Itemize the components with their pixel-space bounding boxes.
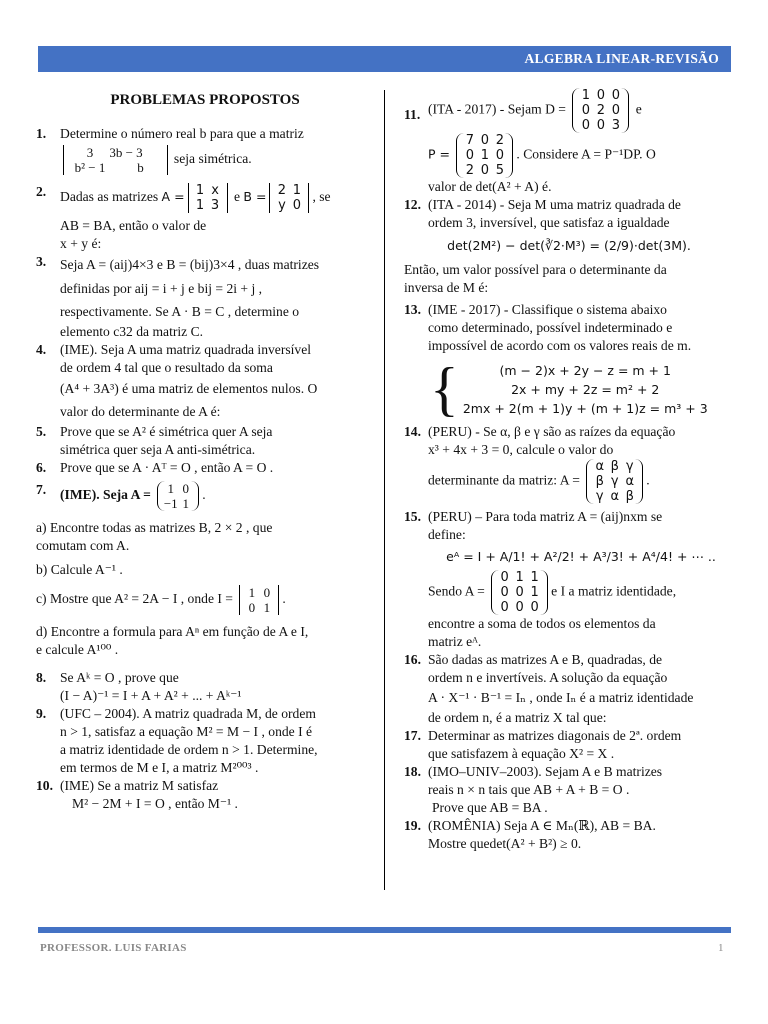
problem-text: determinante da matriz: A = bbox=[428, 472, 580, 488]
problem-text: definidas por aij = i + j e bij = 2i + j , bbox=[60, 281, 263, 296]
problem-text: simétrica quer seja A anti-simétrica. bbox=[60, 442, 256, 457]
equation: 2mx + 2(m + 1)y + (m + 1)z = m³ + 3 bbox=[462, 400, 708, 416]
equation: eᴬ = I + A/1! + A²/2! + A³/3! + A⁴/4! + ⋯ .. bbox=[446, 549, 716, 564]
problem-6 bbox=[36, 459, 374, 477]
problem-text: ordem n e invertíveis. A solução da equação bbox=[428, 670, 668, 685]
matrix-d: 1 0 0 0 2 0 0 0 3 bbox=[572, 88, 629, 133]
problem-text: e calcule A¹⁰⁰ . bbox=[36, 642, 119, 657]
equation: 2x + my + 2z = m² + 2 bbox=[511, 381, 660, 397]
problem-number: 1. bbox=[36, 126, 47, 141]
problem-2: 2. Dadas as matrizes A = 1 x 1 3 e B = 2 1 y 0, se AB = BA, então o valor de x + y é: bbox=[36, 183, 374, 253]
problem-number: 13. bbox=[404, 302, 421, 317]
section-title: PROBLEMAS PROPOSTOS bbox=[110, 92, 300, 108]
problem-number: 8. bbox=[36, 670, 47, 685]
problem-16 bbox=[404, 651, 734, 727]
problem-text: x + y é: bbox=[60, 236, 102, 251]
right-column bbox=[404, 88, 734, 853]
problem-number: 2. bbox=[36, 184, 47, 199]
problem-number: 19. bbox=[404, 818, 421, 833]
problem-text: Sendo A = bbox=[428, 583, 485, 599]
problem-text: Prove que AB = BA . bbox=[432, 800, 548, 815]
problem-text: em termos de M e I, a matriz M²⁰⁰³ . bbox=[60, 760, 259, 775]
problem-text: , se bbox=[312, 189, 331, 205]
problem-text: Seja A = (aij)4×3 e B = (bij)3×4 , duas matrizes bbox=[60, 257, 320, 272]
problem-19 bbox=[404, 817, 734, 853]
problem-text: (IME). Seja A = bbox=[60, 487, 151, 503]
problem-text: (A⁴ + 3A³) é uma matriz de elementos nulos. O bbox=[60, 381, 318, 396]
problem-text: Dadas as matrizes bbox=[60, 189, 159, 205]
problem-text: Se Aᵏ = O , prove que bbox=[60, 670, 179, 685]
identity-matrix: 1 0 0 1 bbox=[239, 585, 279, 615]
problem-text: seja simétrica. bbox=[173, 151, 252, 167]
problem-number: 6. bbox=[36, 460, 47, 475]
problem-text: (ROMÊNIA) Seja A ∈ Mₙ(ℝ), AB = BA. bbox=[428, 818, 656, 833]
problem-text: define: bbox=[428, 527, 466, 542]
problem-text: e bbox=[233, 189, 240, 205]
problem-text: São dadas as matrizes A e B, quadradas, de bbox=[428, 652, 663, 667]
problem-text: AB = BA, então o valor de bbox=[60, 218, 207, 233]
problem-number: 16. bbox=[404, 652, 421, 667]
problem-text: Então, um valor possível para o determinante da bbox=[404, 262, 667, 277]
problem-text: (IME - 2017) - Classifique o sistema abaixo bbox=[428, 302, 667, 317]
problem-text: (ITA - 2017) - Sejam D = bbox=[428, 101, 566, 117]
problem-text: b) Calcule A⁻¹ . bbox=[36, 562, 123, 577]
matrix: α β γ β γ α γ α β bbox=[586, 459, 643, 504]
problem-text: (PERU) – Para toda matriz A = (aij)nxm se bbox=[428, 509, 663, 524]
problem-text: (IMO–UNIV–2003). Sejam A e B matrizes bbox=[428, 764, 663, 779]
problem-text: c) Mostre que A² = 2A − I , onde I = bbox=[36, 591, 233, 607]
footer-bar bbox=[38, 927, 731, 933]
problem-text: Determinar as matrizes diagonais de 2ª. ordem bbox=[428, 728, 682, 743]
problem-18 bbox=[404, 763, 734, 817]
equation: (m − 2)x + 2y − z = m + 1 bbox=[499, 362, 671, 378]
problem-text: e bbox=[635, 101, 642, 117]
problem-text: d) Encontre a formula para Aⁿ em função de A e I, bbox=[36, 624, 309, 639]
problem-text: valor do determinante de A é: bbox=[60, 404, 221, 419]
problem-number: 17. bbox=[404, 728, 421, 743]
problem-text: (PERU) - Se α, β e γ são as raízes da equação bbox=[428, 424, 676, 439]
problem-1 bbox=[36, 125, 374, 175]
matrix: 3 3b − 3 b² − 1 b bbox=[63, 145, 168, 175]
problem-number: 10. bbox=[36, 778, 53, 793]
header-title: ALGEBRA LINEAR-REVISÃO bbox=[524, 51, 719, 66]
equation-system bbox=[430, 356, 734, 422]
problem-text: Mostre quedet(A² + B²) ≥ 0. bbox=[428, 836, 582, 851]
problem-text: a matriz identidade de ordem n > 1. Determine, bbox=[60, 742, 318, 757]
problem-text: x³ + 4x + 3 = 0, calcule o valor do bbox=[428, 442, 614, 457]
problem-text: (IME) Se a matriz M satisfaz bbox=[60, 778, 219, 793]
problem-text: como determinado, possível indeterminado e bbox=[428, 320, 673, 335]
problem-text: encontre a soma de todos os elementos da bbox=[428, 616, 656, 631]
problem-text: e I a matriz identidade, bbox=[551, 583, 677, 599]
problem-15 bbox=[404, 508, 734, 651]
problem-text: M² − 2M + I = O , então M⁻¹ . bbox=[72, 796, 238, 811]
column-divider bbox=[384, 90, 385, 890]
problem-number: 12. bbox=[404, 197, 421, 212]
problem-text: Determine o número real b para que a matriz bbox=[60, 126, 304, 141]
problem-9 bbox=[36, 705, 374, 777]
problem-8 bbox=[36, 669, 374, 705]
left-column: PROBLEMAS PROPOSTOS 1. Determine o número real b para que a matriz 3 3b − 3 b² − 1 b seja simétrica. 2. Dadas as matrizes A = 1 x 1 3 e B = 2 1 y 0, se AB = BA, então o valor de x + y é: 3. Seja A = (aij)4×3 e B = (bij)3×4 , duas matrizes definidas por aij = i + j e bij = 2i + j , respectivamente. Se A · B = C , determine o elemento c32 da matriz C. 4. (IME). Seja A uma matriz quadrada inversível de ordem 4 tal que o resultado da soma (A⁴ + 3A³) é uma matriz de elementos nulos. O valor do determinante de A é: 5. Prove que se A² é simétrica quer A seja simétrica quer seja A anti-simétrica. 6. Prove que se A · Aᵀ = O , então A = O . 7. (IME). Seja A = 1 0 −1 1. a) Encontre todas as matrizes B, 2 × 2 , que comutam com A. b) Calcule A⁻¹ . c) Mostre que A² = 2A − I , onde I = 1 0 0 1. d) Encontre a formula para Aⁿ em função de A e I, e calcule A¹⁰⁰ . 8. Se Aᵏ = O , prove que (I − A)⁻¹ = I + A + A² + ... + Aᵏ⁻¹ 9. (UFC – 2004). A matriz quadrada M, de ordem n > 1, satisfaz a equação M² = M − I , onde I é a matriz identidade de ordem n > 1. Determine, em termos de M e I, a matriz M²⁰⁰³ . 10. (IME) Se a matriz M satisfaz M² − 2M + I = O , então M⁻¹ . bbox=[36, 92, 374, 813]
problem-17 bbox=[404, 727, 734, 763]
footer-author: PROFESSOR. LUIS FARIAS bbox=[40, 942, 187, 954]
header-bar bbox=[38, 46, 731, 72]
problem-text: que satisfazem à equação X² = X . bbox=[428, 746, 615, 761]
problem-4 bbox=[36, 341, 374, 423]
problem-10 bbox=[36, 777, 374, 813]
problem-text: (ITA - 2014) - Seja M uma matriz quadrada de bbox=[428, 197, 681, 212]
problem-text: P = bbox=[428, 146, 450, 162]
problem-text: comutam com A. bbox=[36, 538, 130, 553]
problem-text: impossível de acordo com os valores reais de m. bbox=[428, 338, 692, 353]
problem-text: ordem 3, inversível, que satisfaz a igualdade bbox=[428, 215, 670, 230]
problem-12 bbox=[404, 196, 734, 232]
problem-3 bbox=[36, 253, 374, 341]
problem-text: de ordem 4 tal que o resultado da soma bbox=[60, 360, 273, 375]
matrix-a: 1 x 1 3 bbox=[188, 183, 228, 213]
problem-text: elemento c32 da matriz C. bbox=[60, 324, 204, 339]
equation: det(2M²) − det(∛2·M³) = (2/9)·det(3M). bbox=[447, 238, 691, 253]
matrix: 0 1 1 0 0 1 0 0 0 bbox=[491, 570, 548, 615]
problem-text: de ordem n, é a matriz X tal que: bbox=[428, 710, 607, 725]
problem-number: 18. bbox=[404, 764, 421, 779]
problem-text: inversa de M é: bbox=[404, 280, 489, 295]
matrix-p: 7 0 2 0 1 0 2 0 5 bbox=[456, 133, 513, 178]
problem-text: (UFC – 2004). A matriz quadrada M, de ordem bbox=[60, 706, 316, 721]
problem-text: n > 1, satisfaz a equação M² = M − I , onde I é bbox=[60, 724, 313, 739]
problem-text: (IME). Seja A uma matriz quadrada inversível bbox=[60, 342, 312, 357]
problem-13 bbox=[404, 301, 734, 355]
problem-11 bbox=[404, 88, 734, 196]
problem-number: 11. bbox=[404, 107, 421, 122]
problem-number: 9. bbox=[36, 706, 47, 721]
problem-number: 7. bbox=[36, 482, 47, 497]
problem-number: 5. bbox=[36, 424, 47, 439]
problem-text: valor de det(A² + A) é. bbox=[428, 179, 552, 194]
problem-number: 3. bbox=[36, 254, 47, 269]
matrix-b: 2 1 y 0 bbox=[269, 183, 309, 213]
problem-text: (I − A)⁻¹ = I + A + A² + ... + Aᵏ⁻¹ bbox=[60, 688, 242, 703]
problem-14: 14. (PERU) - Se α, β e γ são as raízes da equação x³ + 4x + 3 = 0, calcule o valor do determinante da matriz: A = α β γ β γ α γ α β. bbox=[404, 423, 734, 504]
page-number: 1 bbox=[718, 942, 724, 954]
problem-text: Prove que se A² é simétrica quer A seja bbox=[60, 424, 273, 439]
problem-text: a) Encontre todas as matrizes B, 2 × 2 , que bbox=[36, 520, 273, 535]
problem-text: . Considere A = P⁻¹DP. O bbox=[516, 146, 656, 162]
problem-text: reais n × n tais que AB + A + B = O . bbox=[428, 782, 630, 797]
problem-text: Prove que se A · Aᵀ = O , então A = O . bbox=[60, 460, 274, 475]
problem-number: 14. bbox=[404, 424, 421, 439]
problem-number: 4. bbox=[36, 342, 47, 357]
problem-text: A · X⁻¹ · B⁻¹ = Iₙ , onde Iₙ é a matriz identidade bbox=[428, 690, 694, 705]
problem-5 bbox=[36, 423, 374, 459]
brace-icon: { bbox=[430, 356, 459, 422]
matrix: 1 0 −1 1 bbox=[157, 481, 199, 511]
problem-7: 7. (IME). Seja A = 1 0 −1 1. bbox=[36, 481, 206, 511]
problem-text: matriz eᴬ. bbox=[428, 634, 482, 649]
problem-text: respectivamente. Se A · B = C , determine o bbox=[60, 304, 300, 319]
problem-number: 15. bbox=[404, 509, 421, 524]
